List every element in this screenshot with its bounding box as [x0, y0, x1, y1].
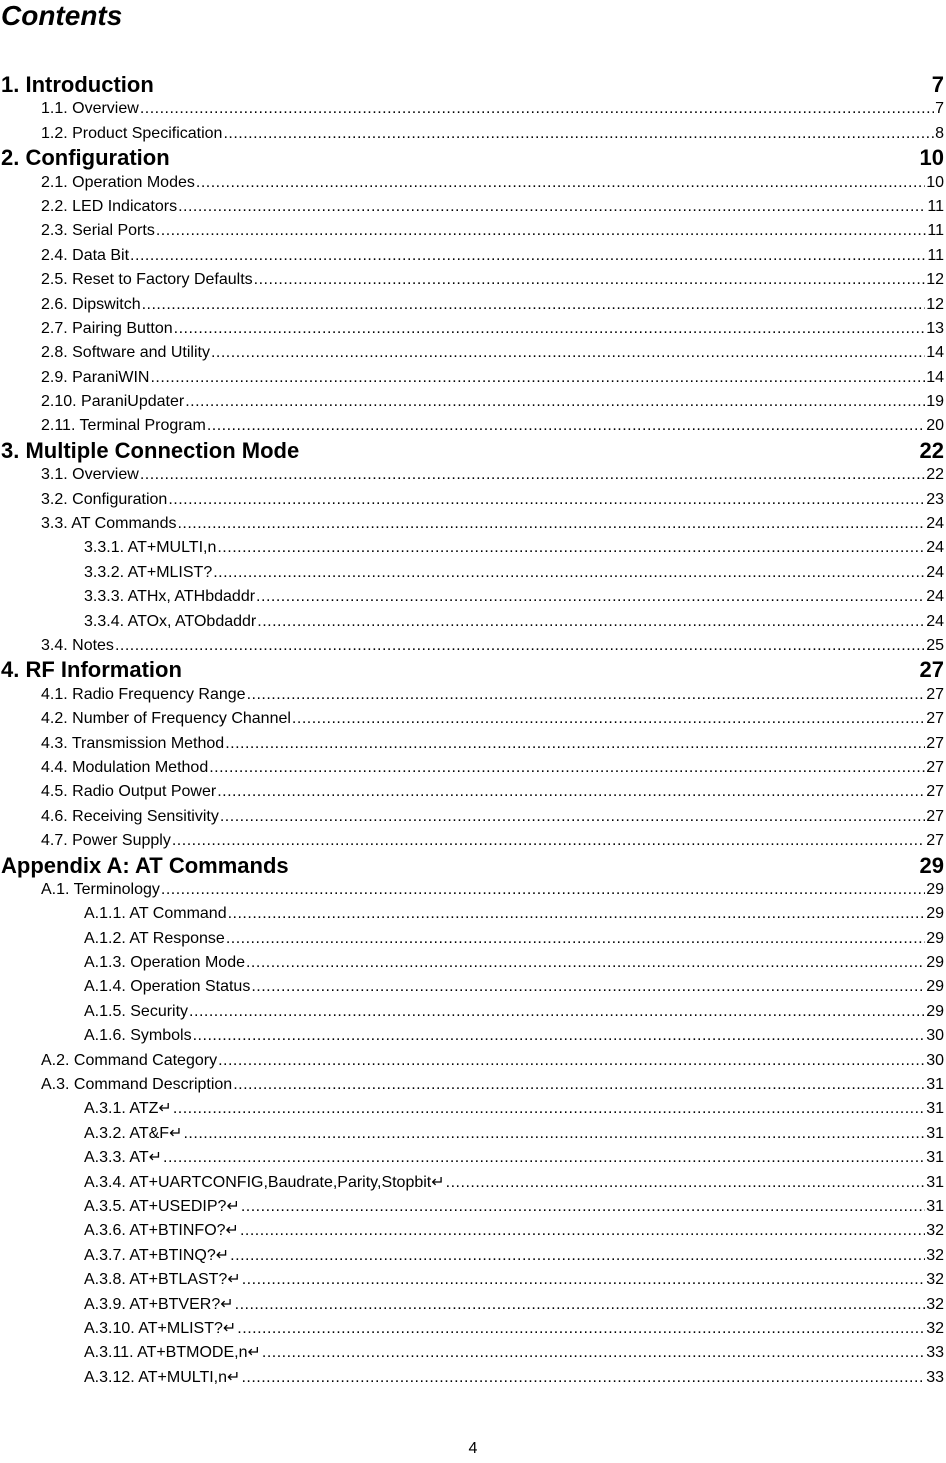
dot-leader [196, 171, 925, 195]
toc-entry-page: 32 [926, 1295, 944, 1313]
toc-entry[interactable] [0, 1122, 944, 1146]
dot-leader [168, 488, 925, 512]
toc-entry-label: 2.7. Pairing Button [41, 319, 173, 337]
toc-entry-label: A.3.11. AT+BTMODE,n↵ [84, 1344, 261, 1362]
toc-entry-page: 11 [927, 197, 944, 215]
toc-entry[interactable] [0, 195, 944, 219]
toc-entry-page: 25 [926, 636, 944, 654]
dot-leader [235, 1293, 926, 1317]
dot-leader [233, 1073, 925, 1097]
toc-entry-label: 2.5. Reset to Factory Defaults [41, 271, 253, 289]
toc-entry-page: 29 [919, 852, 944, 878]
dot-leader [226, 927, 925, 951]
toc-entry-page: 24 [926, 515, 944, 533]
toc-entry-label: A.3.1. ATZ↵ [84, 1100, 172, 1118]
toc-entry-page: 29 [926, 905, 944, 923]
toc-entry-label: 3. Multiple Connection Mode [1, 437, 300, 463]
toc-entry-page: 27 [926, 832, 944, 850]
toc-entry[interactable] [0, 561, 944, 585]
dot-leader [130, 244, 926, 268]
toc-entry[interactable] [0, 829, 944, 853]
dot-leader [242, 1268, 925, 1292]
toc-entry-page: 31 [926, 1076, 944, 1094]
toc-entry-page: 7 [935, 100, 944, 118]
toc-entry-label: 3.3.3. ATHx, ATHbdaddr [84, 588, 256, 606]
toc-entry-page: 32 [926, 1271, 944, 1289]
toc-entry[interactable] [0, 293, 944, 317]
toc-entry[interactable] [0, 585, 944, 609]
toc-entry[interactable] [0, 634, 944, 658]
dot-leader [251, 975, 925, 999]
toc-section-heading[interactable] [0, 854, 944, 878]
dot-leader [254, 268, 926, 292]
toc-entry[interactable] [0, 610, 944, 634]
toc-entry-label: A.3.8. AT+BTLAST?↵ [84, 1271, 241, 1289]
toc-entry-page: 14 [926, 368, 944, 386]
toc-entry-label: 4.6. Receiving Sensitivity [41, 807, 219, 825]
toc-entry-page: 27 [926, 783, 944, 801]
toc-entry[interactable] [0, 268, 944, 292]
toc-entry[interactable] [0, 732, 944, 756]
toc-entry-label: 3.2. Configuration [41, 490, 168, 508]
dot-leader [172, 829, 925, 853]
toc-entry-label: A.3.10. AT+MLIST?↵ [84, 1319, 237, 1337]
toc-entry[interactable] [0, 414, 944, 438]
dot-leader [237, 1317, 925, 1341]
toc-entry[interactable] [0, 463, 944, 487]
dot-leader [257, 610, 925, 634]
toc-entry[interactable] [0, 536, 944, 560]
toc-entry[interactable] [0, 1317, 944, 1341]
toc-entry-page: 32 [926, 1222, 944, 1240]
toc-section-heading[interactable] [0, 658, 944, 682]
toc-entry[interactable] [0, 317, 944, 341]
toc-entry-page: 27 [926, 710, 944, 728]
toc-entry[interactable] [0, 1171, 944, 1195]
toc-entry-page: 32 [926, 1246, 944, 1264]
dot-leader [292, 707, 925, 731]
toc-entry[interactable] [0, 878, 944, 902]
toc-entry[interactable] [0, 927, 944, 951]
toc-entry-page: 12 [926, 295, 944, 313]
toc-entry-page: 31 [926, 1100, 944, 1118]
toc-entry-page: 27 [926, 807, 944, 825]
toc-entry-label: A.3.5. AT+USEDIP?↵ [84, 1197, 240, 1215]
toc-entry-label: 4. RF Information [1, 657, 182, 683]
dot-leader [218, 1049, 925, 1073]
toc-entry-label: A.1.6. Symbols [84, 1027, 192, 1045]
dot-leader [217, 780, 925, 804]
toc-entry-page: 24 [926, 612, 944, 630]
toc-entry-page: 30 [926, 1051, 944, 1069]
toc-entry[interactable] [0, 902, 944, 926]
toc-entry-page: 10 [926, 173, 944, 191]
toc-entry-page: 22 [926, 466, 944, 484]
toc-entry-label: 4.2. Number of Frequency Channel [41, 710, 291, 728]
toc-entry-page: 19 [926, 393, 944, 411]
toc-entry-label: 2.8. Software and Utility [41, 344, 210, 362]
table-of-contents [0, 73, 944, 1390]
toc-entry[interactable] [0, 219, 944, 243]
toc-entry-label: 4.4. Modulation Method [41, 758, 209, 776]
toc-entry-label: A.1.2. AT Response [84, 929, 225, 947]
dot-leader [247, 683, 926, 707]
toc-entry-page: 27 [926, 758, 944, 776]
toc-entry[interactable] [0, 171, 944, 195]
dot-leader [256, 585, 925, 609]
toc-entry-label: 3.1. Overview [41, 466, 139, 484]
toc-entry-label: 3.3.2. AT+MLIST? [84, 563, 213, 581]
toc-entry-label: 4.5. Radio Output Power [41, 783, 217, 801]
toc-entry[interactable] [0, 975, 944, 999]
dot-leader [217, 536, 925, 560]
toc-entry[interactable] [0, 366, 944, 390]
toc-entry-label: A.1. Terminology [41, 880, 160, 898]
toc-entry[interactable] [0, 683, 944, 707]
toc-entry-page: 29 [926, 978, 944, 996]
toc-entry[interactable] [0, 341, 944, 365]
dot-leader [240, 1219, 925, 1243]
dot-leader [185, 390, 925, 414]
dot-leader [156, 219, 927, 243]
dot-leader [140, 97, 934, 121]
toc-entry[interactable] [0, 390, 944, 414]
dot-leader [220, 805, 925, 829]
toc-entry-label: 2.3. Serial Ports [41, 222, 155, 240]
toc-entry[interactable] [0, 122, 944, 146]
dot-leader [223, 122, 934, 146]
toc-entry-page: 10 [919, 145, 944, 171]
toc-entry[interactable] [0, 244, 944, 268]
toc-entry-label: 3.3.1. AT+MULTI,n [84, 539, 217, 557]
toc-entry-page: 33 [926, 1344, 944, 1362]
dot-leader [178, 195, 926, 219]
toc-entry[interactable] [0, 707, 944, 731]
dot-leader [142, 293, 926, 317]
dot-leader [241, 1366, 925, 1390]
toc-entry-label: 2.9. ParaniWIN [41, 368, 150, 386]
toc-entry-label: 3.3. AT Commands [41, 515, 177, 533]
toc-section-heading[interactable] [0, 439, 944, 463]
dot-leader [262, 1341, 925, 1365]
toc-entry-label: 4.7. Power Supply [41, 832, 171, 850]
toc-entry-label: A.3.4. AT+UARTCONFIG,Baudrate,Parity,Stopbit↵ [84, 1173, 445, 1191]
toc-entry-page: 33 [926, 1368, 944, 1386]
toc-section-heading[interactable] [0, 73, 944, 97]
dot-leader [228, 902, 926, 926]
toc-entry-page: 12 [926, 271, 944, 289]
page-title: Contents [1, 0, 123, 31]
toc-entry-label: 2.11. Terminal Program [41, 417, 206, 435]
toc-entry-page: 22 [919, 437, 944, 463]
dot-leader [446, 1171, 926, 1195]
dot-leader [246, 951, 925, 975]
toc-entry-label: 1.1. Overview [41, 100, 139, 118]
toc-entry-page: 11 [927, 222, 944, 240]
page-number: 4 [468, 1440, 478, 1457]
toc-entry[interactable] [0, 1000, 944, 1024]
toc-entry[interactable] [0, 1073, 944, 1097]
dot-leader [211, 341, 925, 365]
toc-entry-label: Appendix A: AT Commands [1, 852, 289, 878]
dot-leader [213, 561, 925, 585]
toc-entry[interactable] [0, 1366, 944, 1390]
toc-entry-page: 29 [926, 954, 944, 972]
dot-leader [150, 366, 925, 390]
toc-entry[interactable] [0, 512, 944, 536]
toc-entry-page: 8 [935, 124, 944, 142]
toc-entry-label: 3.4. Notes [41, 636, 114, 654]
toc-entry[interactable] [0, 1268, 944, 1292]
dot-leader [163, 1146, 925, 1170]
toc-entry-label: 2.4. Data Bit [41, 246, 130, 264]
toc-entry-page: 31 [926, 1197, 944, 1215]
toc-entry-page: 29 [926, 880, 944, 898]
toc-entry-page: 24 [926, 563, 944, 581]
toc-entry[interactable] [0, 780, 944, 804]
toc-entry[interactable] [0, 488, 944, 512]
toc-entry[interactable] [0, 756, 944, 780]
toc-entry-label: A.1.5. Security [84, 1002, 189, 1020]
toc-entry-label: A.1.1. AT Command [84, 905, 227, 923]
dot-leader [183, 1122, 925, 1146]
toc-entry-page: 14 [926, 344, 944, 362]
toc-entry-label: 3.3.4. ATOx, ATObdaddr [84, 612, 257, 630]
toc-entry-page: 29 [926, 1002, 944, 1020]
toc-entry-page: 31 [926, 1124, 944, 1142]
toc-entry-label: 2.1. Operation Modes [41, 173, 195, 191]
toc-entry-label: 2. Configuration [1, 145, 170, 171]
toc-entry-label: 1. Introduction [1, 72, 154, 97]
toc-section-heading[interactable] [0, 146, 944, 170]
dot-leader [230, 1244, 925, 1268]
dot-leader [189, 1000, 925, 1024]
toc-entry-page: 7 [931, 72, 944, 97]
toc-entry-label: 4.1. Radio Frequency Range [41, 685, 246, 703]
toc-entry[interactable] [0, 1024, 944, 1048]
toc-entry-label: A.3.2. AT&F↵ [84, 1124, 183, 1142]
toc-entry-page: 31 [926, 1149, 944, 1167]
dot-leader [241, 1195, 925, 1219]
dot-leader [193, 1024, 926, 1048]
toc-entry[interactable] [0, 97, 944, 121]
toc-entry-label: A.1.3. Operation Mode [84, 954, 245, 972]
toc-entry-page: 11 [927, 246, 944, 264]
toc-entry[interactable] [0, 1244, 944, 1268]
toc-entry[interactable] [0, 1341, 944, 1365]
toc-entry[interactable] [0, 1049, 944, 1073]
toc-entry[interactable] [0, 1097, 944, 1121]
toc-entry-page: 20 [926, 417, 944, 435]
toc-entry-page: 24 [926, 588, 944, 606]
toc-entry-label: A.3.7. AT+BTINQ?↵ [84, 1246, 230, 1264]
dot-leader [161, 878, 925, 902]
toc-entry-label: A.3.12. AT+MULTI,n↵ [84, 1368, 241, 1386]
dot-leader [115, 634, 925, 658]
toc-entry-page: 27 [926, 685, 944, 703]
toc-entry-page: 30 [926, 1027, 944, 1045]
dot-leader [177, 512, 925, 536]
toc-entry-page: 13 [926, 319, 944, 337]
dot-leader [174, 317, 926, 341]
toc-entry-label: A.1.4. Operation Status [84, 978, 251, 996]
dot-leader [140, 463, 925, 487]
toc-entry-label: A.3.3. AT↵ [84, 1149, 163, 1167]
dot-leader [209, 756, 925, 780]
toc-entry-label: 2.6. Dipswitch [41, 295, 141, 313]
toc-entry[interactable] [0, 805, 944, 829]
toc-entry[interactable] [0, 1219, 944, 1243]
toc-entry[interactable] [0, 1146, 944, 1170]
toc-entry-page: 27 [926, 734, 944, 752]
toc-entry-page: 23 [926, 490, 944, 508]
toc-entry-page: 32 [926, 1319, 944, 1337]
toc-entry-label: 2.2. LED Indicators [41, 197, 178, 215]
dot-leader [207, 414, 925, 438]
toc-entry[interactable] [0, 1293, 944, 1317]
toc-entry[interactable] [0, 1195, 944, 1219]
toc-entry-label: A.3. Command Description [41, 1076, 233, 1094]
dot-leader [225, 732, 925, 756]
toc-entry-page: 29 [926, 929, 944, 947]
toc-entry-page: 27 [919, 657, 944, 683]
toc-entry[interactable] [0, 951, 944, 975]
toc-entry-label: 2.10. ParaniUpdater [41, 393, 185, 411]
toc-entry-page: 31 [926, 1173, 944, 1191]
dot-leader [173, 1097, 925, 1121]
toc-entry-label: 4.3. Transmission Method [41, 734, 225, 752]
toc-entry-label: A.2. Command Category [41, 1051, 218, 1069]
toc-entry-label: A.3.9. AT+BTVER?↵ [84, 1295, 234, 1313]
toc-entry-label: A.3.6. AT+BTINFO?↵ [84, 1222, 239, 1240]
toc-entry-page: 24 [926, 539, 944, 557]
toc-entry-label: 1.2. Product Specification [41, 124, 223, 142]
